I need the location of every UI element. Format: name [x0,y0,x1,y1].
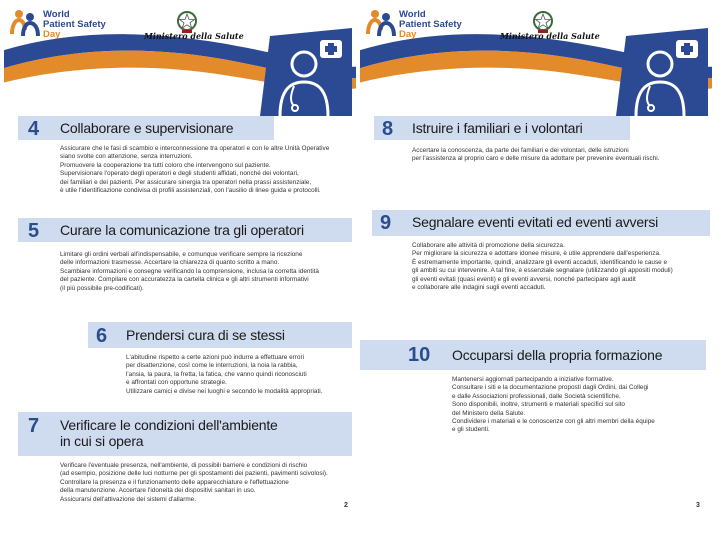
ministry-signature: Ministero della Salute [144,31,244,41]
section-8-line: per l'assistenza al proprio caro e delle misure da adottare per prevenire eventuali rischi. [412,155,660,163]
section-7-line: Controllare la presenza e il funzionamento delle apparecchiature e l'effettuazione [60,478,289,486]
section-4-number: 4 [28,118,40,140]
section-10-line: Sono disponibili, inoltre, strumenti e materiali specifici sul sito [452,401,625,409]
section-9-title: Segnalare eventi evitati ed eventi avversi [412,214,659,230]
section-10-body [452,376,655,435]
section-5-line: Limitare gli ordini verbali all'indispensabile, e comunque verificare sempre la ricezione [60,251,303,258]
people-logo-icon [10,8,40,38]
section-10-title: Occuparsi della propria formazione [452,347,663,363]
logo-line-patient-safety: Patient Safety [43,19,106,30]
section-9-line: Per migliorare la sicurezza e adottare idonee misure, è utile apprendere dall'esperienza. [412,250,661,258]
section-6-title: Prendersi cura di se stessi [126,327,285,343]
section-5-line: Scambiare informazioni e consegne verificando la comprensione, inclusa la corretta identità [60,267,319,275]
section-4-line: Supervisionare l'operato degli operatori e degli studenti affidati, nonché dei volontari, [60,170,299,178]
section-9-line: e collaborare alle indagini sugli eventi accaduti. [412,284,546,292]
ministry-signature: Ministero della Salute [500,31,600,41]
section-7-line: (ad esempio, posizione delle luci notturne per gli spostamenti dei pazienti, pavimenti scivolosi). [60,470,328,478]
section-4-body [60,145,329,195]
doctor-illustration-icon [260,28,352,116]
section-7-title-line-1: Verificare le condizioni dell'ambiente [60,417,278,433]
section-5-title: Curare la comunicazione tra gli operatori [60,222,304,238]
section-4-line: Assicurare che le fasi di scambio e interconnessione tra operatori e con le altre Unità Operative [60,145,330,152]
logo-line-day: Day [399,29,417,40]
section-10-line: Mantenersi aggiornati partecipando a iniziative formative. [452,376,614,383]
section-10-line: del Ministero della Salute. [452,409,526,417]
section-8-line: Accertare la conoscenza, da parte dei familiari e dei volontari, delle istruzioni [412,147,629,154]
section-4-line: dei familiari e dei pazienti. Per assicurare sinergia tra operatori nella prassi assistenziale, [60,178,312,186]
section-5-body [60,251,319,293]
section-4-line: Promuovere la cooperazione tra tutti coloro che intervengono sul paziente. [60,161,271,169]
people-logo-icon [366,8,396,38]
section-10-line: Consultare i siti e la documentazione proposti dagli Ordini, dai Collegi [452,384,649,392]
logo-line-day: Day [43,29,61,40]
section-8-number: 8 [382,118,394,140]
section-10-line: e gli studenti. [452,426,490,434]
logo-line-world: World [399,9,426,20]
section-7-number: 7 [28,415,40,437]
section-10-number: 10 [408,344,431,366]
section-9-number: 9 [380,212,392,234]
section-9-body [412,242,673,292]
section-6-line: e affrontati con opportune strategie. [126,379,227,387]
section-6-body [126,354,322,396]
section-9-line: gli ambiti su cui intervenire. A tal fine, è essenziale segnalare (utilizzando gli appositi moduli) [412,267,673,275]
world-patient-safety-day-logo [366,6,476,42]
section-5-line: del paziente. Compilare con accuratezza la cartella clinica e gli altri strumenti informativi [60,276,309,284]
logo-line-patient-safety: Patient Safety [399,19,462,30]
section-7-line: Verificare l'eventuale presenza, nell'ambiente, di possibili barriere e condizioni di rischio [60,462,308,469]
section-4-title: Collaborare e supervisionare [60,120,234,136]
page-number: 2 [344,502,348,509]
section-7-title-line-2: in cui si opera [60,433,144,449]
section-9-line: gli eventi evitati (quasi eventi) e gli eventi avversi, nonché partecipare agli audit [412,275,636,283]
section-8-body [412,147,659,164]
right-page [360,0,712,540]
section-6-line: l'ansia, la paura, la fretta, la fatica, che vanno quindi riconosciuti [126,370,307,378]
section-4-line: siano svolte con attenzione, senza interruzioni. [60,153,193,161]
section-9-line: È estremamente importante, quindi, analizzare gli eventi accaduti, identificando le cause e [412,258,668,266]
section-6-line: L'abitudine rispetto a certe azioni può indurre a effettuare errori [126,354,305,361]
section-9-line: Collaborare alle attività di promozione della sicurezza. [412,242,565,249]
section-6-number: 6 [96,325,108,347]
section-6-line: Utilizzare camici e divise nei luoghi e secondo le modalità appropriati. [126,387,323,395]
section-7-line: della manutenzione. Accertare l'idoneità dei dispositivi sanitari in uso. [60,487,256,495]
section-5-line: (il più possibile pre-codificati). [60,284,144,292]
section-5-line: delle informazioni trasmesse. Accertare la chiarezza di quanto scritto a mano. [60,259,280,267]
doctor-illustration-icon [616,28,708,116]
logo-line-world: World [43,9,70,20]
section-7-body [60,462,328,504]
page-number: 3 [696,502,700,509]
section-8-title: Istruire i familiari e i volontari [412,120,583,136]
section-7-line: Assicurarsi dell'attivazione dei sistemi d'allarme. [60,495,196,503]
world-patient-safety-day-logo [10,6,120,42]
section-5-number: 5 [28,220,40,242]
section-10-line: Condividere i materiali e le conoscenze con gli altri membri della équipe [452,418,655,426]
section-10-line: e dalle Associazioni professionali, dalle Società scientifiche. [452,392,621,400]
section-4-line: è utile l'identificazione condivisa di profili assistenziali, con l'ausilio di linee guida e protocolli. [60,187,321,195]
section-6-line: per disattenzione, così come le interruzioni, la noia la rabbia, [126,362,298,370]
left-page [4,0,356,540]
